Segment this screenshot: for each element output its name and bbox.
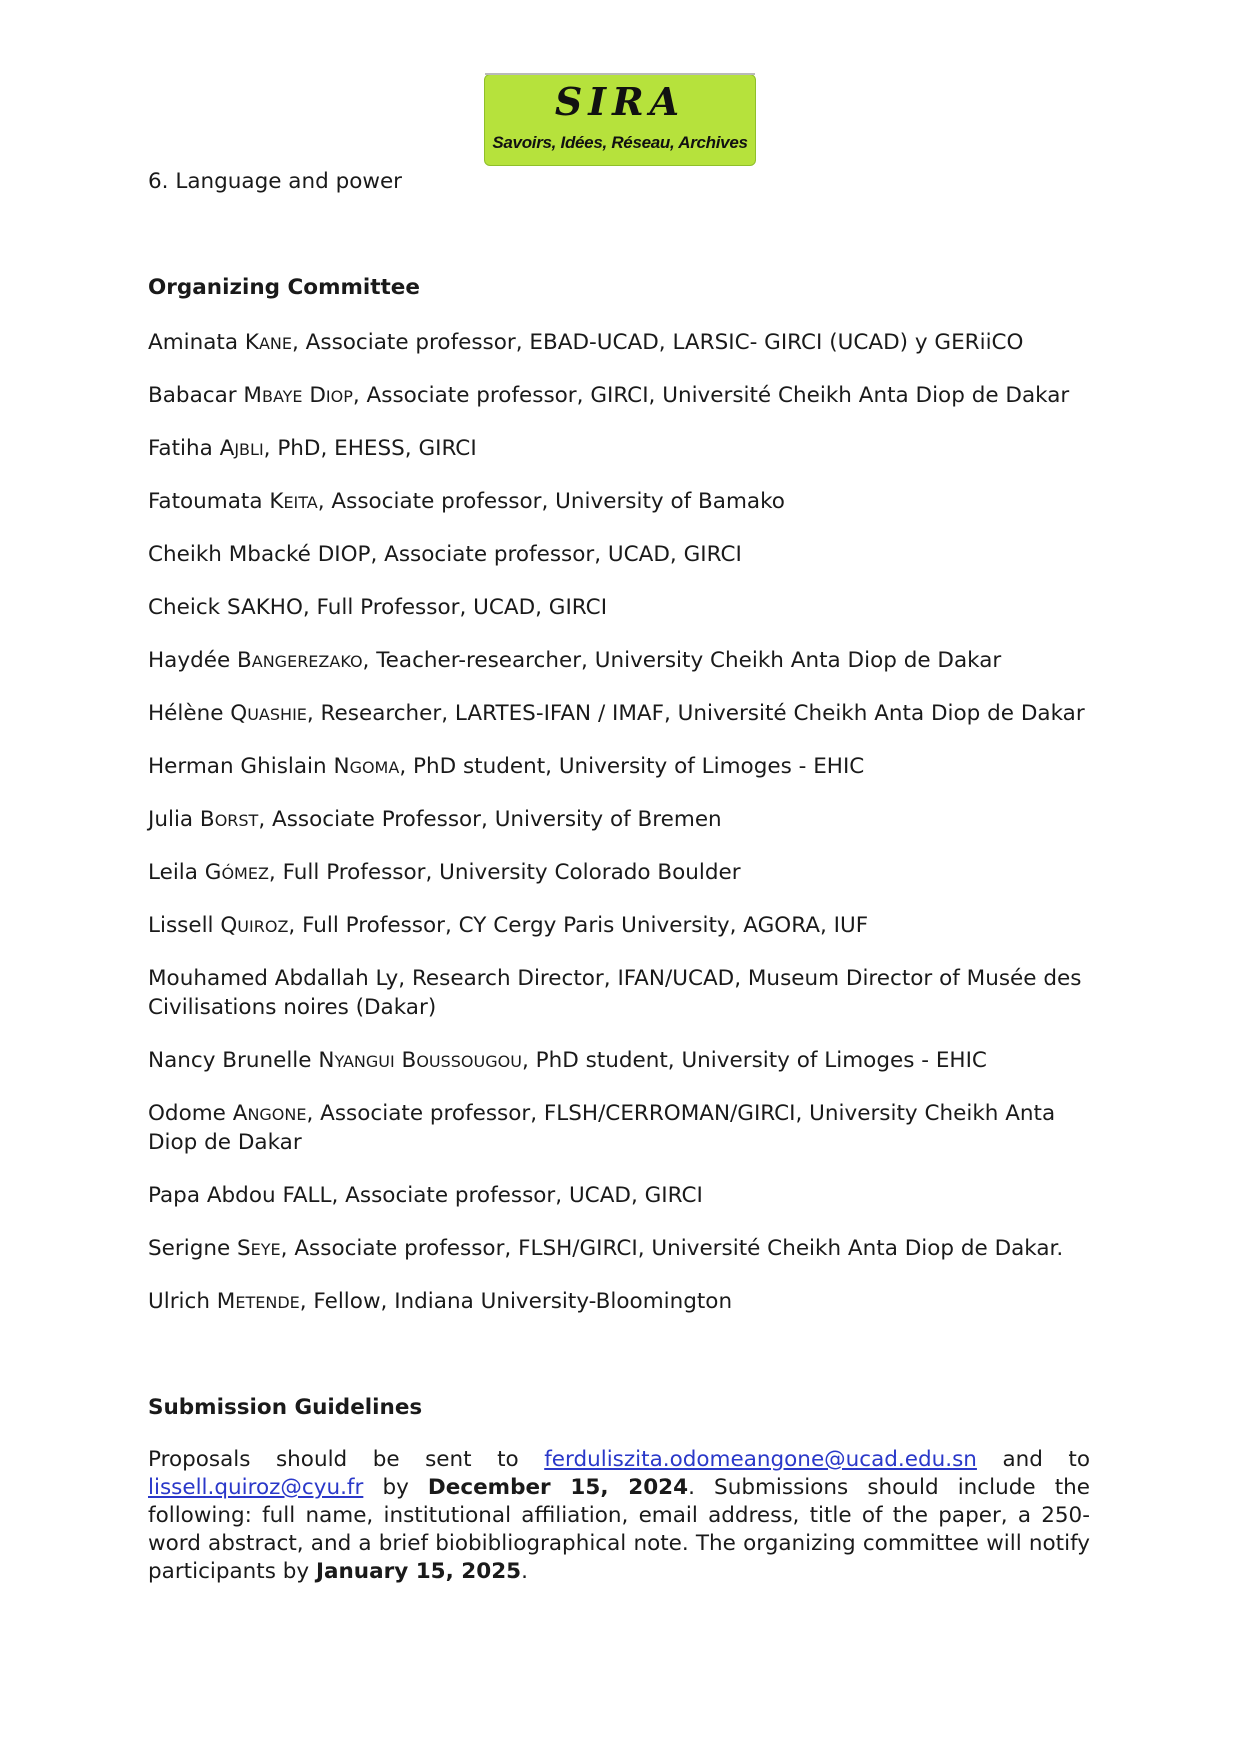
logo-top-rule xyxy=(485,73,755,75)
committee-member: Odome ANGONE, Associate professor, FLSH/CERROMAN/GIRCI, University Cheikh Anta Diop de Dakar xyxy=(148,1101,1056,1155)
email-link-lissell[interactable]: lissell.quiroz@cyu.fr xyxy=(148,1475,364,1500)
section-item: 6. Language and power xyxy=(148,169,403,194)
committee-member: Nancy Brunelle NYANGUI BOUSSOUGOU, PhD student, University of Limoges - EHIC xyxy=(148,1048,987,1073)
committee-member: Julia BORST, Associate Professor, University of Bremen xyxy=(148,807,722,832)
committee-member: Cheick SAKHO, Full Professor, UCAD, GIRCI xyxy=(148,595,608,620)
logo-title: SIRA xyxy=(554,79,686,124)
committee-member: Ulrich METENDE, Fellow, Indiana University-Bloomington xyxy=(148,1289,733,1314)
committee-member: Herman Ghislain NGOMA, PhD student, University of Limoges - EHIC xyxy=(148,754,865,779)
committee-member: Fatiha AJBLI, PhD, EHESS, GIRCI xyxy=(148,436,477,461)
committee-member: Fatoumata KEITA, Associate professor, University of Bamako xyxy=(148,489,785,514)
committee-member: Haydée BANGEREZAKO, Teacher-researcher, University Cheikh Anta Diop de Dakar xyxy=(148,648,1002,673)
logo-subtitle: Savoirs, Idées, Réseau, Archives xyxy=(492,133,748,152)
email-link-odome[interactable]: ferduliszita.odomeangone@ucad.edu.sn xyxy=(544,1447,977,1472)
notification-date: January 15, 2025 xyxy=(315,1559,522,1584)
committee-member: Serigne SEYE, Associate professor, FLSH/GIRCI, Université Cheikh Anta Diop de Dakar. xyxy=(148,1236,1064,1261)
committee-member: Babacar MBAYE DIOP, Associate professor, GIRCI, Université Cheikh Anta Diop de Dakar xyxy=(148,383,1070,408)
committee-member: Cheikh Mbacké DIOP, Associate professor, UCAD, GIRCI xyxy=(148,542,742,567)
committee-member: Mouhamed Abdallah Ly, Research Director, IFAN/UCAD, Museum Director of Musée des Civilisations noires (Dakar) xyxy=(148,966,1082,1020)
submission-heading: Submission Guidelines xyxy=(148,1395,423,1420)
committee-member: Hélène QUASHIE, Researcher, LARTES-IFAN / IMAF, Université Cheikh Anta Diop de Dakar xyxy=(148,701,1085,726)
sira-logo xyxy=(484,74,756,166)
committee-heading: Organizing Committee xyxy=(148,275,420,300)
submission-paragraph: Proposals should be sent to ferduliszita.odomeangone@ucad.edu.sn and to lissell.quiroz@cyu.fr by December 15, 2024. Submissions should include the following: full name, institutional affiliation, email address, title of the paper, a 250-word abstract, and a brief biobibliographical note. The organizing committee will notify participants by January 15, 2025. xyxy=(148,1447,1090,1584)
deadline-date: December 15, 2024 xyxy=(427,1475,689,1500)
committee-member: Lissell QUIROZ, Full Professor, CY Cergy Paris University, AGORA, IUF xyxy=(148,913,869,938)
committee-member: Aminata KANE, Associate professor, EBAD-UCAD, LARSIC- GIRCI (UCAD) y GERiiCO xyxy=(148,330,1024,355)
committee-member: Leila GÓMEZ, Full Professor, University Colorado Boulder xyxy=(148,860,741,885)
committee-member: Papa Abdou FALL, Associate professor, UCAD, GIRCI xyxy=(148,1183,703,1208)
